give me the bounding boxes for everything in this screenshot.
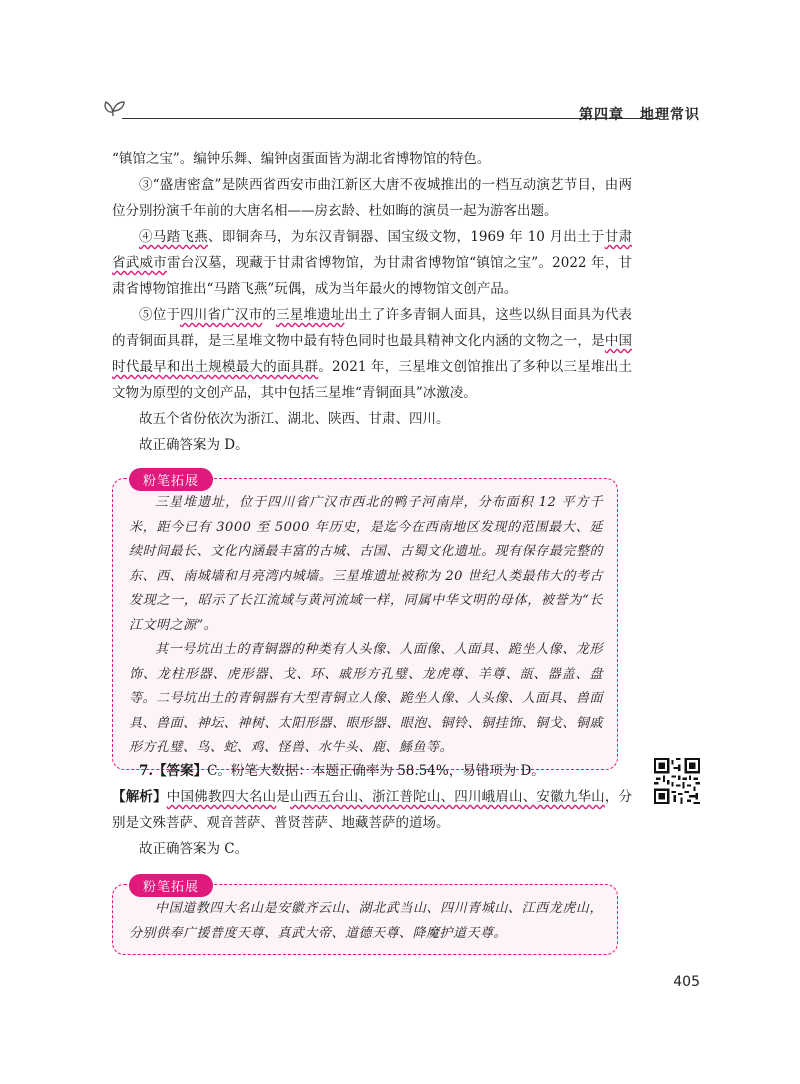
main-body bbox=[112, 146, 632, 458]
paragraph-4-text-d: 。2021 年，三星堆文创馆推出了多种以三星堆出土文物为原型的文创产品，其中包括三星堆“青铜面具”冰激凌。 bbox=[112, 359, 632, 401]
answer-7-line bbox=[112, 758, 632, 784]
chapter-title: 地理常识 bbox=[640, 107, 700, 123]
page-number: 405 bbox=[673, 974, 700, 990]
analysis-label: 【解析】 bbox=[112, 789, 167, 805]
extension-box-taoist bbox=[112, 880, 618, 955]
analysis-text-a: 是 bbox=[276, 789, 290, 805]
underline-mask-group: 中国时代最早和出土规模最大的面具群 bbox=[112, 333, 633, 375]
extension-paragraph-1: 三星堆遗址，位于四川省广汉市西北的鸭子河南岸，分布面积 12 平方千米，距今已有 3000 至 5000 年历史，是迄今在西南地区发现的范围最大、延续时间最长、文化内涵最丰富的古城、古国、古蜀文化遗址。现有保存最完整的东、西、南城墙和月亮湾内城墙。三星堆遗址被称为 20 世纪人类最伟大的考古发现之一，昭示了长江流域与黄河流域一样，同属中华文明的母体，被誉为“长江文明之源”。 bbox=[129, 495, 603, 633]
extension-badge: 粉笔拓展 bbox=[129, 468, 213, 491]
analysis-text-b: ，分别是文殊菩萨、观音菩萨、普贤菩萨、地藏菩萨的道场。 bbox=[112, 789, 633, 831]
chapter-heading bbox=[579, 104, 700, 124]
paragraph-4 bbox=[112, 302, 632, 406]
answer-label: 7.【答案】 bbox=[139, 763, 208, 779]
underline-sanxingdui: 三星堆遗址 bbox=[276, 307, 345, 323]
underline-mountain-list: 山西五台山、浙江普陀山、四川峨眉山、安徽九华山 bbox=[289, 789, 605, 805]
answer-7-conclusion: 故正确答案为 C。 bbox=[139, 841, 249, 857]
page-header bbox=[100, 94, 700, 124]
underline-wuwei: 甘肃省武威市 bbox=[112, 229, 632, 271]
paragraph-6: 故正确答案为 D。 bbox=[139, 437, 249, 453]
underline-mata-feiyan: ④马踏飞燕 bbox=[139, 229, 209, 245]
extension-paragraph-taoist: 中国道教四大名山是安徽齐云山、湖北武当山、四川青城山、江西龙虎山，分别供奉广援普度天尊、真武大帝、道德天尊、降魔护道天尊。 bbox=[129, 901, 603, 941]
answer-7-section bbox=[112, 758, 632, 862]
paragraph-4-text-c: 出土了许多青铜人面具，这些以纵目面具为代表的青铜面具群，是三星堆文物中最有特色同时也最具精神文化内涵的文物之一，是 bbox=[112, 307, 633, 349]
answer-text: C。粉笔大数据：本题正确率为 58.54%，易错项为 D。 bbox=[207, 763, 545, 779]
underline-buddhist-mountains: 中国佛教四大名山 bbox=[166, 789, 277, 805]
underline-guanghan: 四川省广汉市 bbox=[180, 307, 263, 323]
chapter-number: 第四章 bbox=[579, 107, 624, 123]
analysis-line bbox=[112, 784, 632, 836]
paragraph-3 bbox=[112, 224, 632, 302]
paragraph-1: “镇馆之宝”。编钟乐舞、编钟卤蛋面皆为湖北省博物馆的特色。 bbox=[112, 151, 491, 167]
qr-code-icon[interactable] bbox=[654, 758, 700, 804]
paragraph-2: ③“盛唐密盒”是陕西省西安市曲江新区大唐不夜城推出的一档互动演艺节目，由两位分别扮演千年前的大唐名相——房玄龄、杜如晦的演员一起为游客出题。 bbox=[112, 177, 632, 219]
paragraph-4-text-b: 的 bbox=[262, 307, 277, 323]
paragraph-4-text-a: ⑤位于 bbox=[139, 307, 181, 323]
extension-box-sanxingdui bbox=[112, 474, 618, 770]
extension-badge: 粉笔拓展 bbox=[129, 874, 213, 897]
paragraph-3-text-b: 雷台汉墓，现藏于甘肃省博物馆，为甘肃省博物馆“镇馆之宝”。2022 年，甘肃省博物馆推出“马踏飞燕”玩偶，成为当年最火的博物馆文创产品。 bbox=[112, 255, 633, 297]
paragraph-3-text-a: 、即铜奔马，为东汉青铜器、国宝级文物，1969 年 10 月出土于 bbox=[208, 229, 605, 245]
paragraph-5: 故五个省份依次为浙江、湖北、陕西、甘肃、四川。 bbox=[139, 411, 450, 427]
extension-paragraph-2: 其一号坑出土的青铜器的种类有人头像、人面像、人面具、跪坐人像、龙形饰、龙柱形器、虎形器、戈、环、戚形方孔璧、龙虎尊、羊尊、瓿、器盖、盘等。二号坑出土的青铜器有大型青铜立人像、跪坐人像、人头像、人面具、兽面具、兽面、神坛、神树、太阳形器、眼形器、眼泡、铜铃、铜挂饰、铜戈、铜戚形方孔璧、鸟、蛇、鸡、怪兽、水牛头、鹿、鯀鱼等。 bbox=[129, 642, 603, 755]
sprout-leaf-icon bbox=[100, 94, 126, 120]
